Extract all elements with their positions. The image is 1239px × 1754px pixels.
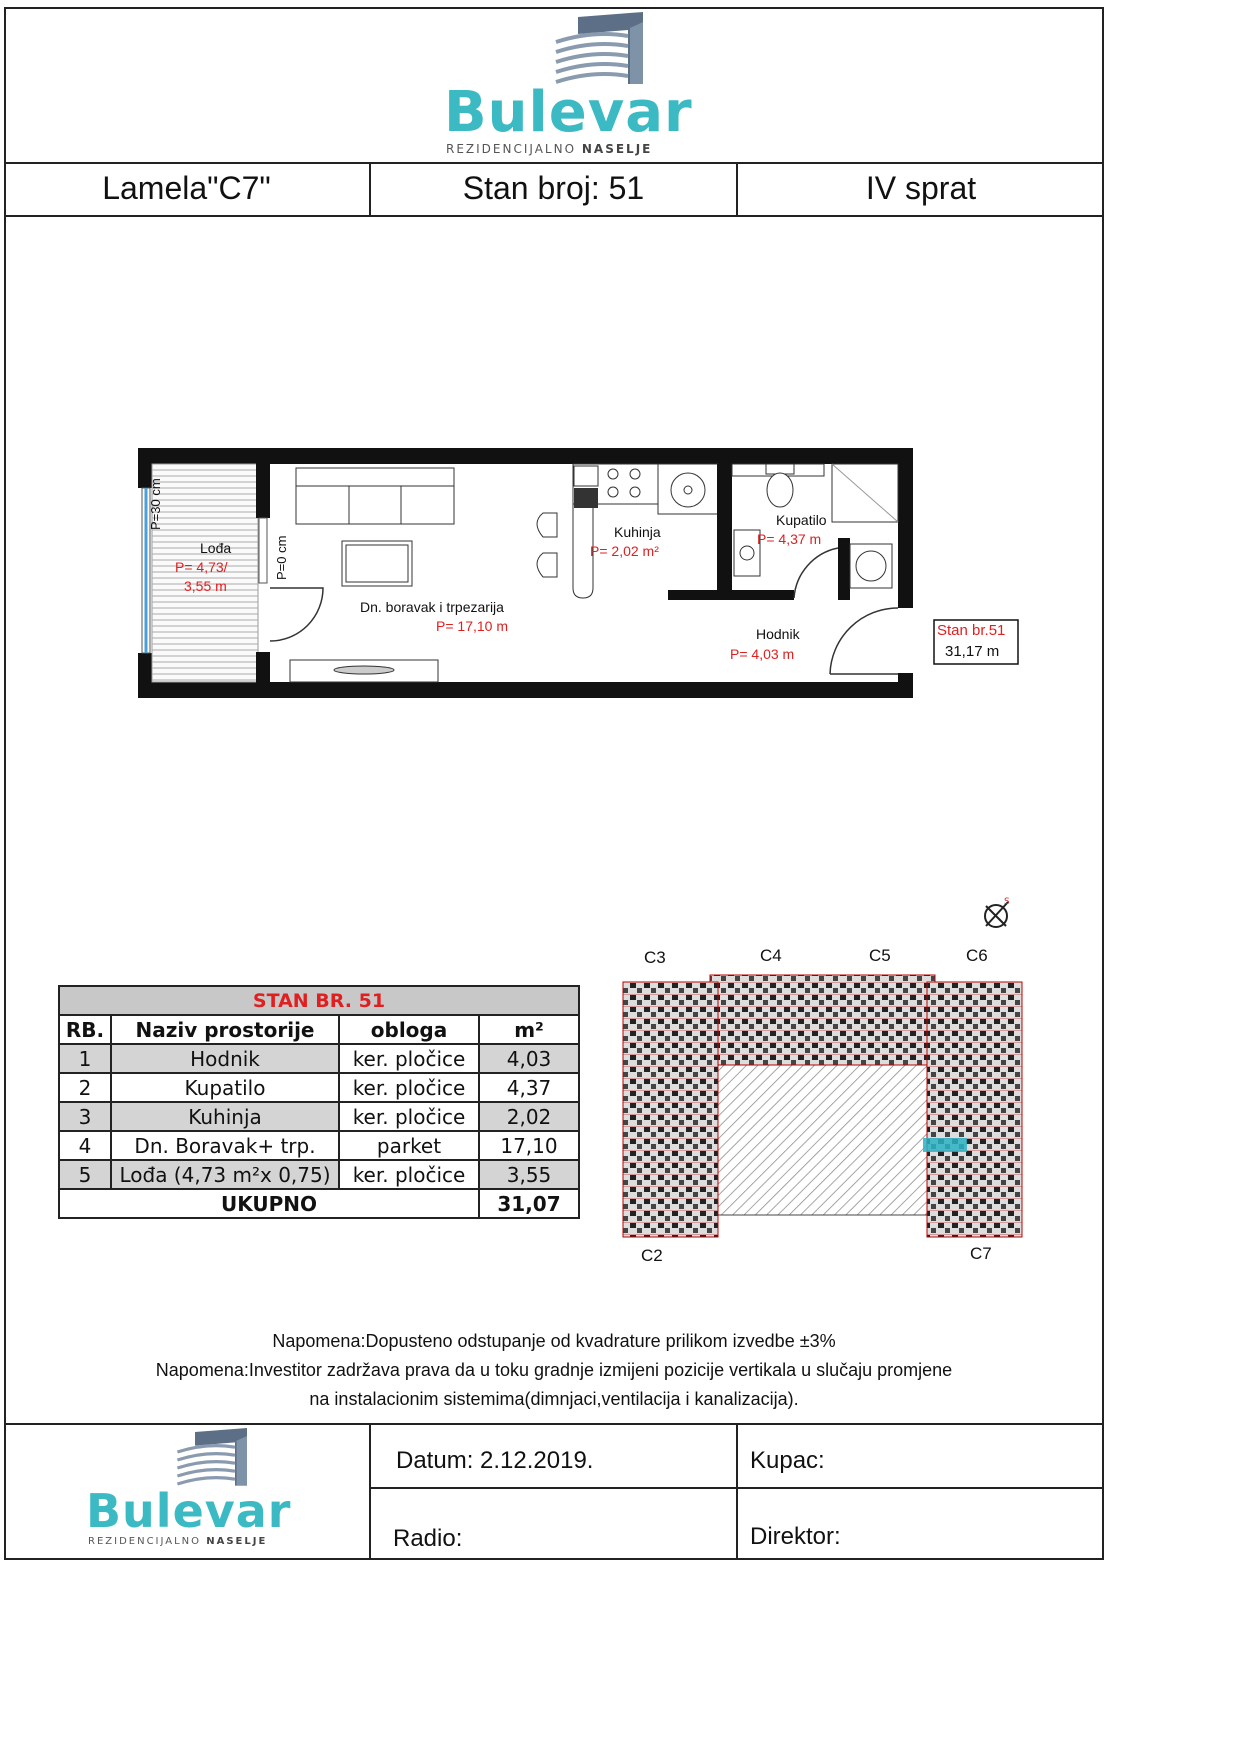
wall-top: [138, 448, 913, 464]
footer-col-divider-2: [736, 1423, 738, 1560]
footer-col-divider-1: [369, 1423, 371, 1560]
apartment-highlight: [923, 1138, 967, 1152]
loda-area-1: P= 4,73/: [175, 559, 228, 575]
boravak-area: P= 17,10 m: [436, 618, 508, 634]
floor-plan: [138, 448, 1038, 708]
table-total-row: [59, 1189, 579, 1218]
bathroom-wall-left: [724, 464, 732, 594]
site-plan: [615, 970, 1025, 1240]
entrance-door-swing: [830, 608, 898, 674]
note-line-2: Napomena:Investitor zadržava prava da u toku gradnje izmijeni pozicije vertikala u slučaju promjene: [155, 1360, 953, 1380]
table-row: [59, 1131, 579, 1160]
cell-m2: 3,55: [479, 1160, 579, 1189]
loda-height: P=30 cm: [148, 478, 163, 530]
brand-subtitle-footer: [88, 1536, 267, 1547]
table-row: [59, 1160, 579, 1189]
kupatilo-name: Kupatilo: [776, 512, 827, 528]
cell-naziv: Hodnik: [111, 1044, 339, 1073]
bar-stools: [537, 513, 557, 577]
coffee-table: [342, 541, 412, 586]
courtyard: [715, 1060, 930, 1215]
table-row: [59, 1073, 579, 1102]
wall-bottom: [138, 682, 913, 698]
hodnik-area: P= 4,03 m: [730, 646, 795, 662]
datum-field: Datum: 2.12.2019.: [396, 1447, 594, 1474]
cell-rb: 3: [59, 1102, 111, 1131]
table-header-row: [59, 1015, 579, 1044]
cell-rb: 1: [59, 1044, 111, 1073]
kupac-field: Kupac:: [750, 1447, 825, 1474]
brand-name-footer: Bulevar: [86, 1484, 292, 1538]
table-title-row: [59, 986, 579, 1015]
wall-right-bottom: [898, 673, 913, 698]
cell-naziv: Kupatilo: [111, 1073, 339, 1102]
loggia-door-frame: [259, 518, 267, 583]
header-rb: RB.: [59, 1015, 111, 1044]
svg-text:S: S: [1004, 897, 1010, 907]
header-logo: [440, 12, 693, 162]
bathroom-wall-bottom: [724, 590, 794, 600]
header-divider-bottom: [4, 215, 1104, 217]
cell-obloga: ker. pločice: [339, 1044, 479, 1073]
rooms-table: [58, 985, 580, 1219]
bathroom-wall-right: [838, 538, 850, 600]
cell-obloga: ker. pločice: [339, 1160, 479, 1189]
stan-box-label: Stan br.51: [937, 622, 1006, 639]
loggia-wall-bottom: [256, 652, 270, 698]
sink-icon: [671, 473, 705, 507]
site-label-c4: C4: [760, 946, 782, 965]
loggia-door-swing: [270, 588, 323, 641]
cell-rb: 4: [59, 1131, 111, 1160]
cell-naziv: Lođa (4,73 m²x 0,75): [111, 1160, 339, 1189]
cell-obloga: ker. pločice: [339, 1073, 479, 1102]
table-row: [59, 1102, 579, 1131]
note-line-1: Napomena:Dopusteno odstupanje od kvadrature prilikom izvedbe ±3%: [272, 1331, 836, 1351]
table-row: [59, 1044, 579, 1073]
brand-sub-1-footer: REZIDENCIJALNO: [88, 1536, 202, 1547]
loda-area-2: 3,55 m: [184, 578, 227, 594]
header-m2: m²: [479, 1015, 579, 1044]
kitchen-wall-vertical: [717, 464, 725, 594]
washing-machine-icon: [856, 551, 886, 581]
total-label: UKUPNO: [59, 1189, 479, 1218]
brand-sub-2: NASELJE: [581, 142, 653, 156]
boravak-name: Dn. boravak i trpezarija: [360, 599, 504, 615]
radio-field: Radio:: [393, 1525, 463, 1552]
cell-m2: 4,03: [479, 1044, 579, 1073]
cell-obloga: ker. pločice: [339, 1102, 479, 1131]
brand-sub-1: REZIDENCIJALNO: [446, 142, 577, 156]
note-line-3: na instalacionim sistemima(dimnjaci,ventilacija i kanalizacija).: [309, 1389, 799, 1409]
building-logo-icon: [170, 1428, 260, 1492]
stan-broj-label: Stan broj: 51: [462, 170, 645, 206]
direktor-field: Direktor:: [750, 1523, 841, 1550]
cell-rb: 5: [59, 1160, 111, 1189]
block-top: [710, 975, 935, 1065]
wall-right: [898, 448, 913, 608]
site-label-c6: C6: [966, 946, 988, 965]
cell-m2: 2,02: [479, 1102, 579, 1131]
block-left: [623, 982, 718, 1237]
hodnik-name: Hodnik: [756, 626, 800, 642]
door-height: P=0 cm: [274, 535, 289, 580]
sprat-label: IV sprat: [865, 170, 977, 206]
cell-m2: 4,37: [479, 1073, 579, 1102]
brand-subtitle: [446, 142, 652, 156]
toilet-icon: [766, 464, 794, 507]
lamela-label: Lamela"C7": [102, 170, 271, 206]
notes: [0, 1327, 1108, 1414]
compass-icon: [980, 896, 1016, 932]
kuhinja-area: P= 2,02 m²: [590, 543, 659, 559]
site-label-c5: C5: [869, 946, 891, 965]
loda-name: Lođa: [200, 540, 232, 556]
footer-logo: [80, 1428, 300, 1553]
cell-m2: 17,10: [479, 1131, 579, 1160]
loggia-wall-top: [256, 448, 270, 518]
header-divider-top: [4, 162, 1104, 164]
cell-naziv: Kuhinja: [111, 1102, 339, 1131]
footer-divider-top: [4, 1423, 1104, 1425]
bathroom-door-swing: [794, 548, 838, 598]
table-title: STAN BR. 51: [59, 986, 579, 1015]
brand-name: Bulevar: [444, 80, 693, 145]
stan-box-area: 31,17 m: [945, 643, 1000, 660]
kupatilo-area: P= 4,37 m: [757, 531, 822, 547]
kuhinja-name: Kuhinja: [614, 524, 661, 540]
sofa: [296, 468, 454, 524]
cell-rb: 2: [59, 1073, 111, 1102]
brand-sub-2-footer: NASELJE: [206, 1536, 268, 1547]
cell-naziv: Dn. Boravak+ trp.: [111, 1131, 339, 1160]
block-right: [927, 982, 1022, 1237]
header-naziv: Naziv prostorije: [111, 1015, 339, 1044]
header-obloga: obloga: [339, 1015, 479, 1044]
cell-obloga: parket: [339, 1131, 479, 1160]
total-value: 31,07: [479, 1189, 579, 1218]
site-label-c7: C7: [970, 1244, 992, 1263]
site-label-c3: C3: [644, 948, 666, 967]
site-label-c2: C2: [641, 1246, 663, 1265]
